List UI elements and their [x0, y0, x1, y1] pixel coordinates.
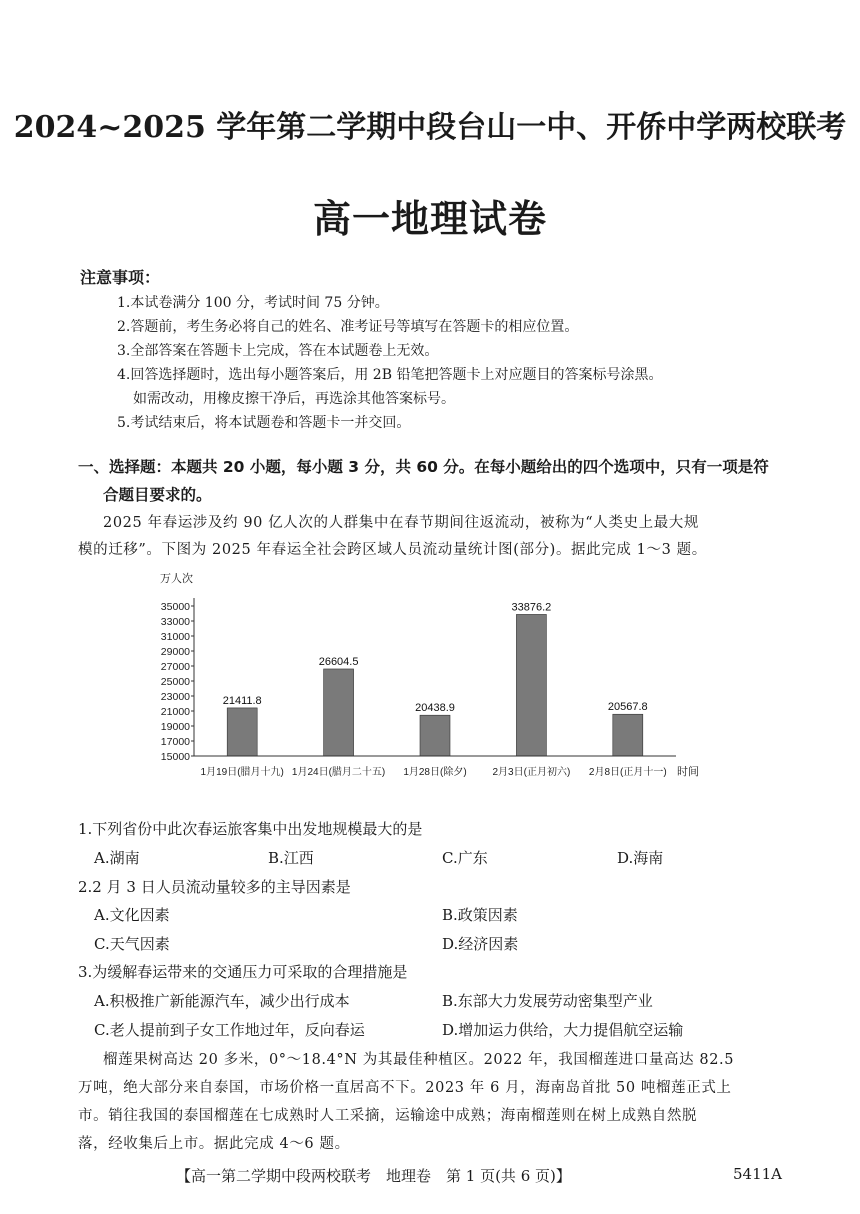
q3-option-c: C.老人提前到子女工作地过年，反向春运 [94, 1021, 365, 1039]
exam-subject-title: 高一地理试卷 [312, 197, 547, 241]
y-tick-label: 15000 [160, 751, 190, 763]
passage-line: 市。销往我国的泰国榴莲在七成熟时人工采摘，运输途中成熟；海南榴莲则在树上成熟自然脱 [78, 1108, 698, 1124]
bar [227, 708, 257, 756]
flow-bar-chart [140, 568, 710, 786]
question-1-stem: 1.下列省份中此次春运旅客集中出发地规模最大的是 [78, 820, 423, 838]
q3-option-a: A.积极推广新能源汽车，减少出行成本 [94, 992, 350, 1010]
x-axis-unit-label: 时间 [677, 766, 699, 778]
exam-code: 5411A [733, 1165, 783, 1183]
x-tick-label: 2月8日(正月十一) [588, 767, 667, 778]
bar-value-label: 26604.5 [318, 655, 359, 668]
bar [516, 614, 546, 756]
q2-option-d: D.经济因素 [442, 935, 519, 953]
question-2-stem: 2.2 月 3 日人员流动量较多的主导因素是 [78, 878, 351, 896]
y-tick-label: 29000 [160, 646, 190, 658]
question-3-stem: 3.为缓解春运带来的交通压力可采取的合理措施是 [78, 963, 408, 981]
page-footer: 【高一第二学期中段两校联考 地理卷 第 1 页(共 6 页)】 [176, 1167, 571, 1185]
bar-value-label: 21411.8 [222, 694, 262, 707]
section-heading-cont: 合题目要求的。 [103, 486, 212, 504]
q3-option-b: B.东部大力发展劳动密集型产业 [442, 992, 653, 1010]
passage-line: 万吨，绝大部分来自泰国，市场价格一直居高不下。2023 年 6 月，海南岛首批 50 吨榴莲正式上 [78, 1080, 732, 1096]
y-tick-label: 27000 [160, 661, 190, 673]
bar [324, 669, 354, 756]
x-tick-label: 1月19日(腊月十九) [200, 767, 284, 778]
q3-option-d: D.增加运力供给，大力提倡航空运输 [442, 1021, 684, 1039]
y-tick-label: 25000 [160, 676, 190, 688]
x-tick-label: 2月3日(正月初六) [492, 767, 571, 778]
q1-option-a: A.湖南 [94, 849, 140, 867]
intro-paragraph-cont: 模的迁移”。下图为 2025 年春运全社会跨区域人员流动量统计图(部分)。据此完成 1～3 题。 [78, 542, 707, 558]
notice-item: 3.全部答案在答题卡上完成，答在本试题卷上无效。 [117, 343, 439, 359]
q1-option-b: B.江西 [268, 849, 314, 867]
y-tick-label: 31000 [160, 631, 190, 643]
q1-option-d: D.海南 [617, 849, 664, 867]
x-tick-label: 1月24日(腊月二十五) [291, 767, 386, 778]
notice-item: 如需改动，用橡皮擦干净后，再选涂其他答案标号。 [133, 391, 455, 407]
y-tick-label: 17000 [160, 736, 190, 748]
passage-line: 榴莲果树高达 20 多米，0°～18.4°N 为其最佳种植区。2022 年，我国榴莲进口量高达 82.5 [103, 1052, 735, 1068]
y-tick-label: 23000 [160, 691, 190, 703]
y-tick-label: 21000 [160, 706, 190, 718]
q1-option-c: C.广东 [442, 849, 488, 867]
q2-option-c: C.天气因素 [94, 935, 170, 953]
x-tick-label: 1月28日(除夕) [403, 767, 467, 778]
notice-item: 4.回答选择题时，选出每小题答案后，用 2B 铅笔把答题卡上对应题目的答案标号涂黑。 [117, 367, 663, 383]
bar [420, 715, 450, 756]
bar-value-label: 20567.8 [607, 701, 648, 714]
exam-title: 2024~2025 学年第二学期中段台山一中、开侨中学两校联考 [13, 110, 847, 145]
bar-value-label: 20438.9 [415, 702, 455, 715]
passage-line: 落，经收集后上市。据此完成 4～6 题。 [78, 1136, 350, 1152]
q2-option-a: A.文化因素 [94, 906, 170, 924]
bar-value-label: 33876.2 [511, 601, 552, 614]
notice-item: 1.本试卷满分 100 分，考试时间 75 分钟。 [117, 295, 389, 311]
q2-option-b: B.政策因素 [442, 906, 518, 924]
notice-heading: 注意事项： [80, 268, 161, 287]
intro-paragraph: 2025 年春运涉及约 90 亿人次的人群集中在春节期间往返流动，被称为“人类史上最大规 [103, 515, 699, 531]
y-axis-unit-label: 万人次 [160, 573, 193, 585]
y-tick-label: 35000 [160, 601, 190, 613]
notice-item: 5.考试结束后，将本试题卷和答题卡一并交回。 [117, 415, 411, 431]
section-heading: 一、选择题：本题共 20 小题，每小题 3 分，共 60 分。在每小题给出的四个选项中，只有一项是符 [78, 458, 769, 476]
bar [613, 714, 643, 756]
y-tick-label: 19000 [160, 721, 190, 733]
notice-item: 2.答题前，考生务必将自己的姓名、准考证号等填写在答题卡的相应位置。 [117, 319, 579, 335]
y-tick-label: 33000 [160, 616, 190, 628]
